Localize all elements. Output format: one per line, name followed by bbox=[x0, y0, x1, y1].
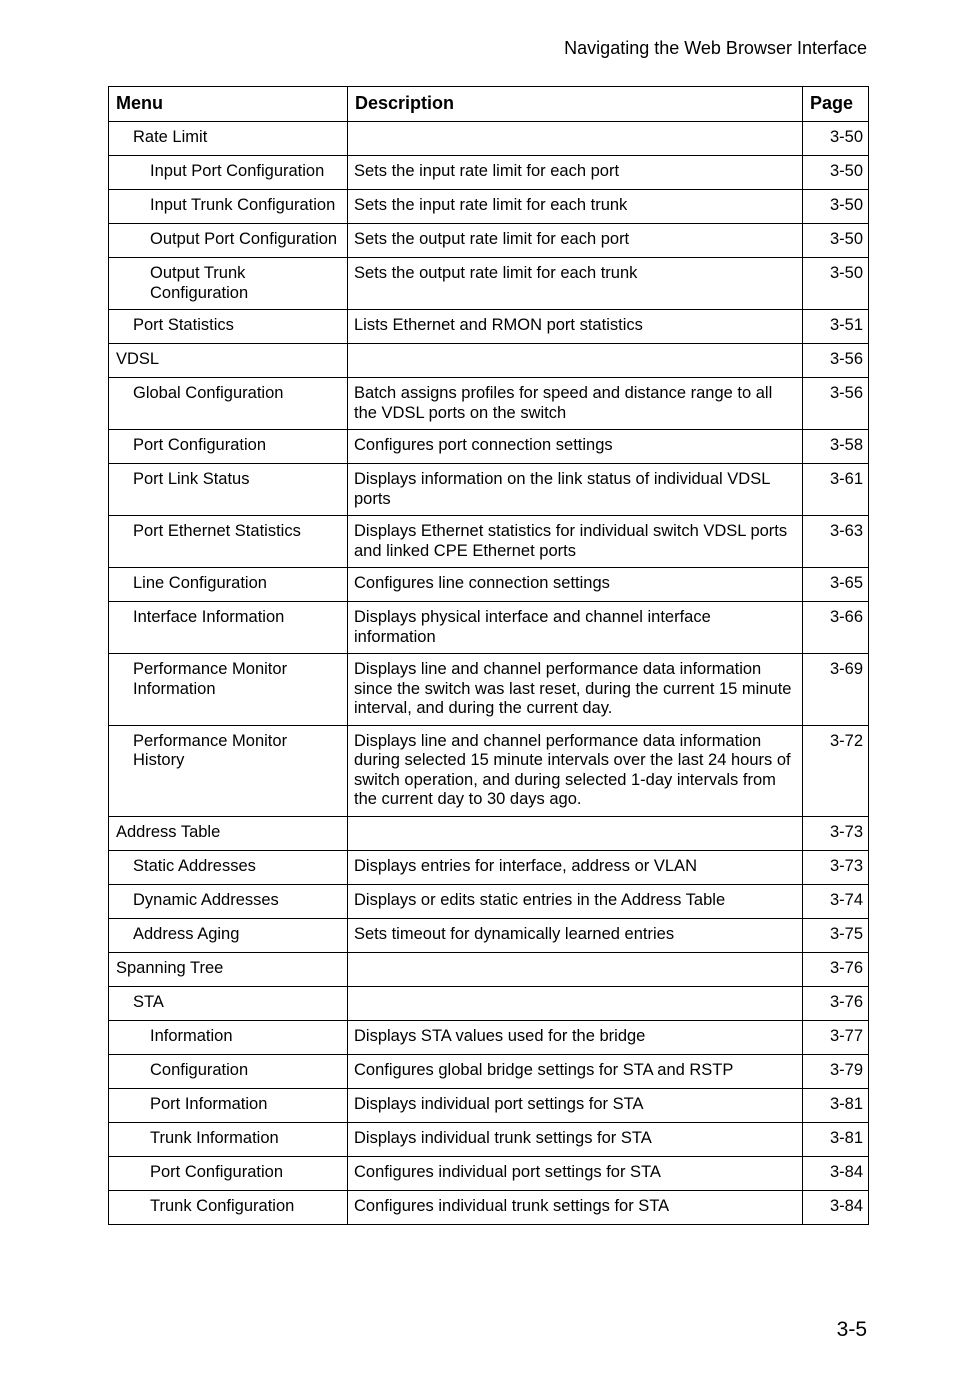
menu-cell: VDSL bbox=[109, 344, 348, 378]
table-row bbox=[109, 190, 869, 224]
menu-cell: Rate Limit bbox=[109, 122, 348, 156]
description-cell: Displays STA values used for the bridge bbox=[348, 1020, 803, 1054]
table-row bbox=[109, 378, 869, 430]
menu-cell: STA bbox=[109, 986, 348, 1020]
table-row bbox=[109, 464, 869, 516]
menu-cell: Output Trunk Configuration bbox=[109, 258, 348, 310]
menu-cell: Port Link Status bbox=[109, 464, 348, 516]
menu-cell: Input Trunk Configuration bbox=[109, 190, 348, 224]
description-cell bbox=[348, 952, 803, 986]
menu-cell: Configuration bbox=[109, 1054, 348, 1088]
page-cell: 3-79 bbox=[803, 1054, 869, 1088]
page-cell: 3-76 bbox=[803, 952, 869, 986]
column-header-menu: Menu bbox=[109, 87, 348, 122]
description-cell bbox=[348, 344, 803, 378]
table-row bbox=[109, 156, 869, 190]
menu-cell: Trunk Configuration bbox=[109, 1190, 348, 1224]
page-cell: 3-50 bbox=[803, 156, 869, 190]
table-row bbox=[109, 816, 869, 850]
description-cell: Configures global bridge settings for STA and RSTP bbox=[348, 1054, 803, 1088]
menu-cell: Trunk Information bbox=[109, 1122, 348, 1156]
menu-cell: Performance Monitor Information bbox=[109, 654, 348, 726]
page-cell: 3-69 bbox=[803, 654, 869, 726]
description-cell: Displays or edits static entries in the Address Table bbox=[348, 884, 803, 918]
page-number: 3-5 bbox=[836, 1318, 867, 1341]
table-row bbox=[109, 1088, 869, 1122]
table-row bbox=[109, 568, 869, 602]
description-cell: Sets timeout for dynamically learned entries bbox=[348, 918, 803, 952]
table-row bbox=[109, 1020, 869, 1054]
page-cell: 3-61 bbox=[803, 464, 869, 516]
table-row bbox=[109, 516, 869, 568]
menu-cell: Input Port Configuration bbox=[109, 156, 348, 190]
page-cell: 3-50 bbox=[803, 190, 869, 224]
table-row bbox=[109, 1122, 869, 1156]
table-row bbox=[109, 986, 869, 1020]
menu-cell: Static Addresses bbox=[109, 850, 348, 884]
description-cell: Displays physical interface and channel interface information bbox=[348, 602, 803, 654]
description-cell: Configures individual port settings for STA bbox=[348, 1156, 803, 1190]
page-cell: 3-56 bbox=[803, 378, 869, 430]
page-cell: 3-63 bbox=[803, 516, 869, 568]
page-cell: 3-74 bbox=[803, 884, 869, 918]
table-row bbox=[109, 654, 869, 726]
table-row bbox=[109, 1190, 869, 1224]
page-cell: 3-84 bbox=[803, 1190, 869, 1224]
menu-cell: Interface Information bbox=[109, 602, 348, 654]
page-cell: 3-50 bbox=[803, 122, 869, 156]
table-row bbox=[109, 884, 869, 918]
table-row bbox=[109, 1054, 869, 1088]
page-cell: 3-81 bbox=[803, 1088, 869, 1122]
table-row bbox=[109, 850, 869, 884]
menu-cell: Port Statistics bbox=[109, 310, 348, 344]
description-cell bbox=[348, 122, 803, 156]
description-cell bbox=[348, 986, 803, 1020]
table-row bbox=[109, 122, 869, 156]
description-cell: Configures line connection settings bbox=[348, 568, 803, 602]
page-cell: 3-66 bbox=[803, 602, 869, 654]
table-row bbox=[109, 224, 869, 258]
description-cell: Displays line and channel performance data information since the switch was last reset, during the current 15 minute interval, and during the current day. bbox=[348, 654, 803, 726]
menu-cell: Address Aging bbox=[109, 918, 348, 952]
menu-cell: Port Configuration bbox=[109, 430, 348, 464]
page-cell: 3-75 bbox=[803, 918, 869, 952]
description-cell: Sets the input rate limit for each trunk bbox=[348, 190, 803, 224]
menu-table bbox=[108, 86, 869, 1225]
description-cell: Sets the output rate limit for each port bbox=[348, 224, 803, 258]
table-row bbox=[109, 258, 869, 310]
page-cell: 3-50 bbox=[803, 224, 869, 258]
menu-cell: Information bbox=[109, 1020, 348, 1054]
page-cell: 3-65 bbox=[803, 568, 869, 602]
description-cell: Configures port connection settings bbox=[348, 430, 803, 464]
page-cell: 3-77 bbox=[803, 1020, 869, 1054]
table-row bbox=[109, 344, 869, 378]
page-cell: 3-50 bbox=[803, 258, 869, 310]
description-cell: Displays line and channel performance data information during selected 15 minute intervals over the last 24 hours of switch operation, and during selected 1-day intervals from the current day to 30 days ago. bbox=[348, 725, 803, 816]
running-header: Navigating the Web Browser Interface bbox=[564, 38, 867, 58]
page-cell: 3-56 bbox=[803, 344, 869, 378]
table-row bbox=[109, 1156, 869, 1190]
description-cell: Batch assigns profiles for speed and distance range to all the VDSL ports on the switch bbox=[348, 378, 803, 430]
description-cell: Sets the output rate limit for each trunk bbox=[348, 258, 803, 310]
table-row bbox=[109, 952, 869, 986]
menu-cell: Dynamic Addresses bbox=[109, 884, 348, 918]
page-cell: 3-73 bbox=[803, 850, 869, 884]
table-row bbox=[109, 725, 869, 816]
description-cell bbox=[348, 816, 803, 850]
menu-cell: Address Table bbox=[109, 816, 348, 850]
description-cell: Lists Ethernet and RMON port statistics bbox=[348, 310, 803, 344]
page-cell: 3-81 bbox=[803, 1122, 869, 1156]
menu-cell: Port Ethernet Statistics bbox=[109, 516, 348, 568]
column-header-page: Page bbox=[803, 87, 869, 122]
page-cell: 3-58 bbox=[803, 430, 869, 464]
page-cell: 3-76 bbox=[803, 986, 869, 1020]
page-cell: 3-73 bbox=[803, 816, 869, 850]
description-cell: Displays individual port settings for STA bbox=[348, 1088, 803, 1122]
menu-cell: Output Port Configuration bbox=[109, 224, 348, 258]
table-body bbox=[109, 122, 869, 1225]
menu-cell: Port Information bbox=[109, 1088, 348, 1122]
table-row bbox=[109, 918, 869, 952]
page-cell: 3-84 bbox=[803, 1156, 869, 1190]
table-row bbox=[109, 602, 869, 654]
description-cell: Configures individual trunk settings for STA bbox=[348, 1190, 803, 1224]
description-cell: Displays Ethernet statistics for individual switch VDSL ports and linked CPE Ethernet ports bbox=[348, 516, 803, 568]
table-row bbox=[109, 310, 869, 344]
page-cell: 3-51 bbox=[803, 310, 869, 344]
description-cell: Sets the input rate limit for each port bbox=[348, 156, 803, 190]
table-row bbox=[109, 430, 869, 464]
menu-cell: Spanning Tree bbox=[109, 952, 348, 986]
page-cell: 3-72 bbox=[803, 725, 869, 816]
menu-cell: Global Configuration bbox=[109, 378, 348, 430]
column-header-description: Description bbox=[348, 87, 803, 122]
table-header-row bbox=[109, 87, 869, 122]
description-cell: Displays individual trunk settings for STA bbox=[348, 1122, 803, 1156]
description-cell: Displays entries for interface, address or VLAN bbox=[348, 850, 803, 884]
menu-cell: Port Configuration bbox=[109, 1156, 348, 1190]
description-cell: Displays information on the link status of individual VDSL ports bbox=[348, 464, 803, 516]
menu-cell: Performance Monitor History bbox=[109, 725, 348, 816]
menu-cell: Line Configuration bbox=[109, 568, 348, 602]
